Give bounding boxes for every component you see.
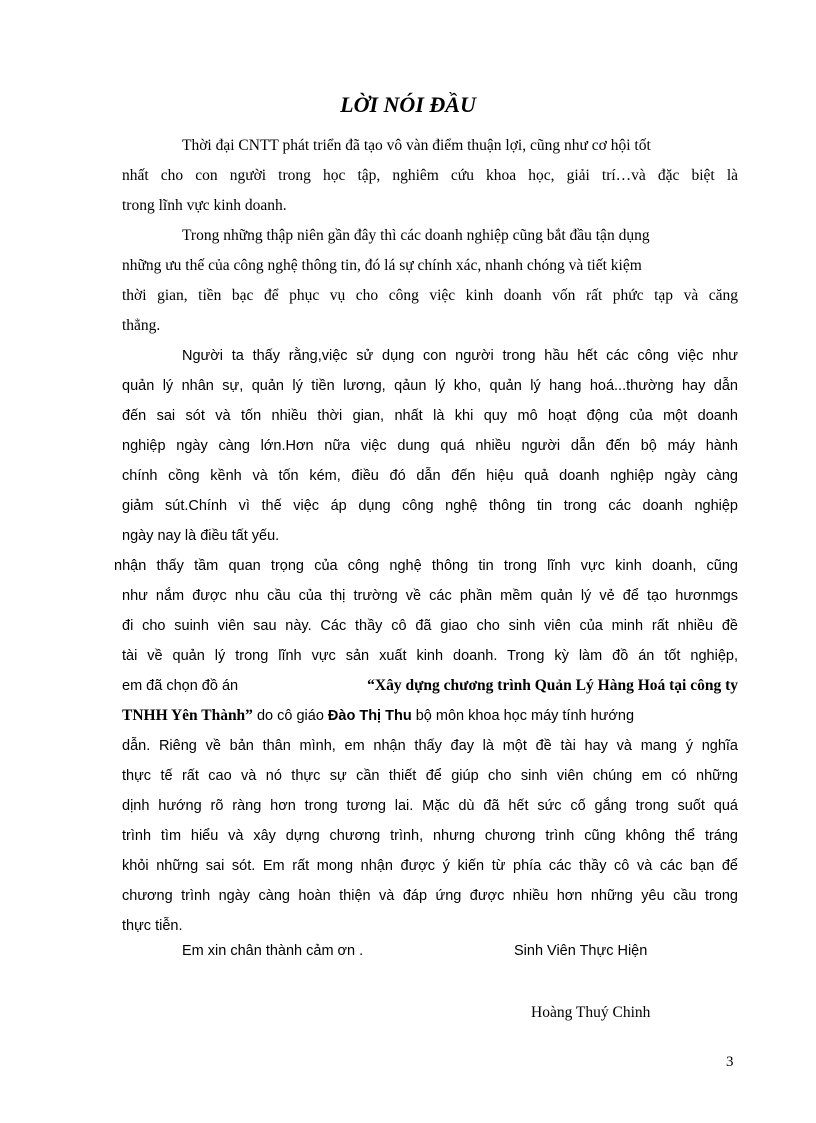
- closing-text: Em xin chân thành cảm ơn .: [182, 943, 364, 959]
- paragraph-line: đi cho suinh viên sau này. Các thầy cô đã giao cho sinh viên của minh rất nhiều đề: [122, 618, 738, 634]
- company-name-bold: TNHH Yên Thành”: [122, 707, 253, 724]
- signer-name: Hoàng Thuý Chinh: [531, 1004, 651, 1021]
- paragraph-line: [122, 671, 738, 701]
- page-number: 3: [726, 1054, 734, 1070]
- paragraph-line: dẫn. Riêng về bản thân mình, em nhận thấy đay là một đề tài hay và mang ý nghĩa: [122, 738, 738, 754]
- paragraph-line: thực tiễn.: [122, 918, 183, 934]
- paragraph-line: Người ta thấy rằng,việc sử dụng con người trong hầu hết các công việc như: [182, 348, 738, 364]
- paragraph-line: khỏi những sai sót. Em rất mong nhận được ý kiến từ phía các thầy cô và các bạn để: [122, 858, 738, 874]
- paragraph-line: dịnh hướng rõ ràng hơn trong tương lai. Mặc dù đã hết sức cố gắng trong suốt quá: [122, 798, 738, 814]
- paragraph-line: Trong những thập niên gần đây thì các doanh nghiệp cũng bắt đầu tận dụng: [182, 227, 650, 244]
- paragraph-line: thực tế rất cao và nó thực sự cần thiết để giúp cho sinh viên chúng em có những: [122, 768, 738, 784]
- text-run: do cô giáo: [252, 708, 328, 724]
- paragraph-line: tài về quản lý trong lĩnh vực sản xuất kinh doanh. Trong kỳ làm đồ án tốt nghiệp,: [122, 648, 738, 664]
- paragraph-line: những ưu thế của công nghệ thông tin, đó lá sự chính xác, nhanh chóng và tiết kiệm: [122, 257, 642, 274]
- advisor-name-bold: Đào Thị Thu: [327, 708, 412, 724]
- paragraph-line: Thời đại CNTT phát triển đã tạo vô vàn điểm thuận lợi, cũng như cơ hội tốt: [182, 137, 651, 154]
- paragraph-line: thời gian, tiền bạc để phục vụ cho công việc kinh doanh vốn rất phức tạp và căng: [122, 287, 738, 304]
- paragraph-line: như nắm được nhu cầu của thị trường về các phần mềm quản lý vẻ để tạo hươnmgs: [122, 588, 738, 604]
- paragraph-line: ngày nay là điều tất yếu.: [122, 528, 280, 544]
- paragraph-line: trong lĩnh vực kinh doanh.: [122, 197, 287, 214]
- paragraph-line: nhất cho con người trong học tập, nghiêm cứu khoa học, giải trí…và đặc biệt là: [122, 167, 738, 184]
- page-title: LỜI NÓI ĐẦU: [340, 92, 476, 117]
- paragraph-line: nghiệp ngày càng lớn.Hơn nữa việc dung quá nhiều người dẫn đến bộ máy hành: [122, 438, 738, 454]
- paragraph-line: chính cồng kềnh và tốn kém, điều đó dẫn đến hiệu quả doanh nghiệp ngày càng: [122, 468, 738, 484]
- paragraph-line: trình tìm hiểu và xây dựng chương trình, nhưng chương trình cũng không thể tráng: [122, 828, 738, 844]
- signer-label: Sinh Viên Thực Hiện: [514, 943, 648, 959]
- paragraph-line: nhận thấy tầm quan trọng của công nghệ thông tin trong lĩnh vực kinh doanh, cũng: [114, 558, 738, 574]
- paragraph-line: thẳng.: [122, 317, 161, 334]
- paragraph-line: [122, 701, 738, 731]
- paragraph-line: quản lý nhân sự, quản lý tiền lương, qảun lý kho, quản lý hang hoá...thường hay dẫn: [122, 378, 738, 394]
- paragraph-line: chương trình ngày càng hoàn thiện và đáp ứng được nhiều hơn những yêu cầu trong: [122, 888, 738, 904]
- project-title-bold: “Xây dựng chương trình Quản Lý Hàng Hoá tại công ty: [367, 677, 738, 694]
- paragraph-line: giảm sút.Chính vì thế việc áp dụng công nghệ thông tin trong các doanh nghiệp: [122, 498, 738, 514]
- text-run: em đã chọn đồ án: [122, 678, 239, 694]
- paragraph-line: đến sai sót và tốn nhiều thời gian, nhất là khi quy mô hoạt động của một doanh: [122, 408, 738, 424]
- text-run: bộ môn khoa học máy tính hướng: [411, 708, 635, 724]
